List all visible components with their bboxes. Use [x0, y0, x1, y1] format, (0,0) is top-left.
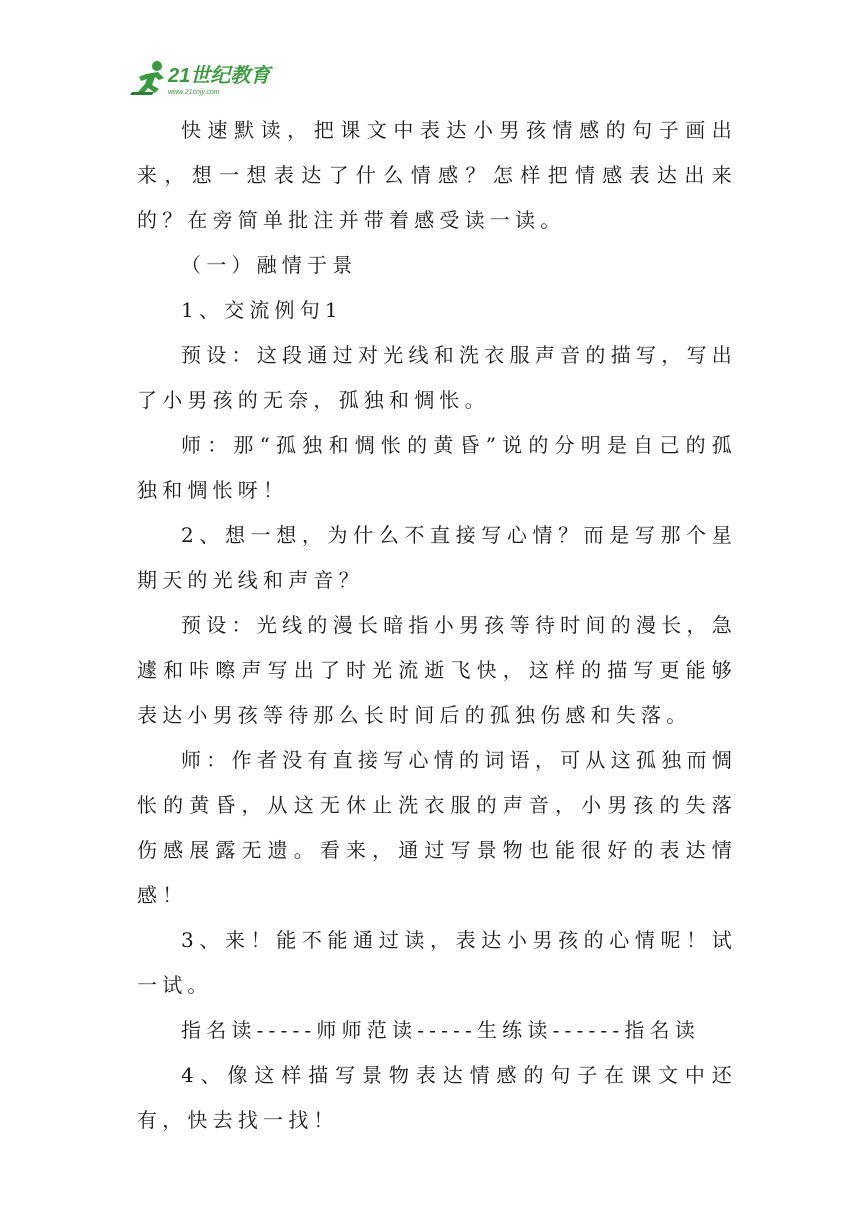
document-body: [137, 108, 737, 1143]
logo-brand: 21世纪教育: [168, 65, 271, 87]
preset-2: 预设：光线的漫长暗指小男孩等待时间的漫长，急遽和咔嚓声写出了时光流逝飞快，这样的描写更能够表达小男孩等待那么长时间后的孤独伤感和失落。: [137, 613, 737, 727]
teacher-remark-1: 师：那“孤独和惆怅的黄昏”说的分明是自己的孤独和惆怅呀！: [137, 433, 737, 502]
step-4-task: 4、像这样描写景物表达情感的句子在课文中还有，快去找一找！: [137, 1063, 737, 1132]
teacher-remark-2: 师：作者没有直接写心情的词语，可从这孤独而惆怅的黄昏，从这无休止洗衣服的声音，小男孩的失落伤感展露无遗。看来，通过写景物也能很好的表达情感！: [137, 748, 737, 907]
running-man-icon: [128, 58, 278, 100]
step-2-question: 2、想一想，为什么不直接写心情？而是写那个星期天的光线和声音？: [137, 523, 737, 592]
logo: [128, 58, 278, 100]
step-3-reading: 3、来！能不能通过读，表达小男孩的心情呢！试一试。: [137, 928, 737, 997]
section-heading: （一）融情于景: [181, 253, 358, 277]
logo-url: www.21cnjy.com: [168, 89, 220, 96]
preset-1: 预设：这段通过对光线和洗衣服声音的描写，写出了小男孩的无奈，孤独和惆怅。: [137, 343, 737, 412]
reading-sequence: 指名读-----师师范读-----生练读------指名读: [181, 1018, 700, 1042]
paragraph-instruction: 快速默读，把课文中表达小男孩情感的句子画出来，想一想表达了什么情感？怎样把情感表达出来的？在旁简单批注并带着感受读一读。: [137, 118, 737, 232]
step-1-title: 1、交流例句1: [181, 298, 343, 322]
